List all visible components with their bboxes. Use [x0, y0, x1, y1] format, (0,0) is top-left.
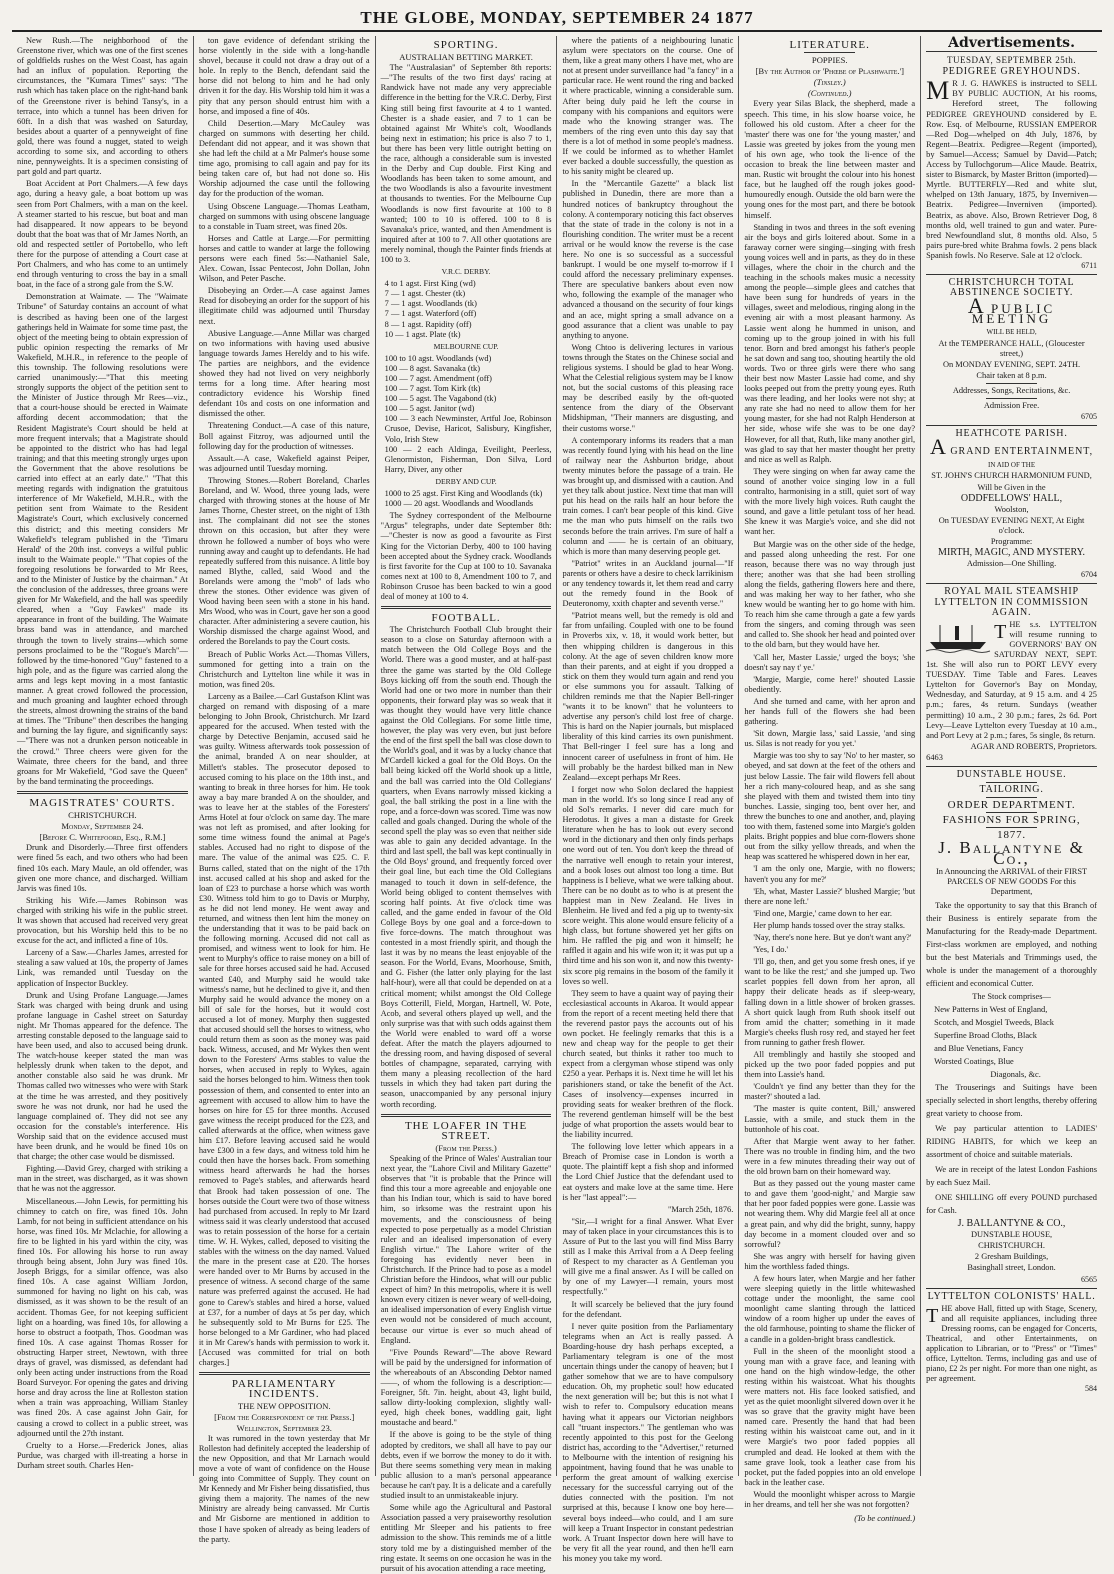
betting-line: 100 — 7 agst. Tom Kirk (tk): [381, 384, 552, 394]
betting-line: 1000 to 25 agst. First King and Woodlands (tk): [381, 489, 552, 499]
court-threatening: Threatening Conduct.—A case of this nature, Boll against Fitzroy, was adjourned until the following day for the production of witnesses.: [199, 421, 370, 451]
story-paragraph: And she turned and came, with her apron and her hands full of the flowers she had been gathering.: [744, 697, 915, 727]
ad-dunstable-text: We are in receipt of the latest London Fashions by each Suez Mail.: [926, 1163, 1097, 1189]
loafer-akaroa: They seem to have a quaint way of paying their ecclesiastical accounts in Akaroa. It would appear from the report of a recent meeting held there that the reverend pastor pays the accounts out of his own pocket. He feelingly remarks that this is a new and cheap way for the people to get their church seated, but thinks it rather too much to expect from a clergyman whose stipend was only £250 a year. Perhaps it is. Next time he will let his parishioners stand, or take the benefit of the Act. Cases of insolvency—expenses incurred in providing seats for weaker brethren of the flock. The reverend gentleman himself will be the best judge of what proportion the assets would bear to the liability incurred.: [562, 989, 733, 1140]
ad-number: 6565: [926, 1275, 1097, 1285]
betting-cup-list: [381, 354, 552, 475]
ad-stock-item: New Patterns in West of England,: [934, 1003, 1097, 1016]
story-paragraph: After that Margie went away to her father. There was no trouble in finding him, and the two were in a few minutes threading their way out of the old brown barn on their homeward way.: [744, 1137, 915, 1177]
columns: [12, 36, 1102, 1476]
article-waimate-demonstration: Demonstration at Waimate. — The "Waimate Tribune" of Saturday contains an account of what is described as having been one of the largest gatherings held in Waimate for some time past, the object of the meeting being to obtain expression of public opinion respecting the remarks of Mr Wakefield, M.H.R., in reference to the people of this township. The following resolutions were carried unanimously:—"That this meeting strongly supports the object of the petition sent to the Minister of Justice through Mr Rees—viz., that a court-house should be erected in Waimate affording decent accommodation; that the Resident Magistrate's Court should be held at more frequent intervals; that a Magistrate should be appointed to the district who has had legal training; and that this meeting strongly urges upon the Government that the above resolutions be carried into effect at an early date." "That this meeting regards with indignation the gratuitous interference of Mr Wakefield, M.H.R., with the petition sent from Waimate to the Resident Magistrate's Court, which exclusively concerned this district; and this meeting considers Mr Wakefield's telegram published in the 'Timaru Herald' of the 20th inst. conveys a wilful public insult to the Waimate people." "That copies of the foregoing resolutions be forwarded to Mr Rees, and to the Minister of Justice by the chairman." At the conclusion of the addresses, three groans were given for Mr Wakefield, and the hall was speedily cleared, when a "Guy Fawkes" made its appearance in front of the building. The Waimate brass band was in attendance, and marched through the town to lively strains—which some persons proclaimed to be the "Rogue's March"—followed by the time-honored "Guy" fastened to a high pole, and as the figure was carried along the arms and legs kept moving in a most fantastic manner. A great crowd followed the procession, and much groaning and laughter echoed through the streets, almost drowning the strains of the band at times. The "Tribune" then describes the hanging and burning the lay figure, and significantly says:—"There was not a drunken person noticeable in the crowd." Three cheers were given for the Waimate, three cheers for the band, and three groans for Mr Wakefield, "God save the Queen" by the band terminating the proceedings.: [17, 292, 188, 787]
loafer-letter-date: "March 25th, 1876.: [562, 1205, 733, 1215]
ad-line: ST. JOHN'S CHURCH HARMONIUM FUND,: [926, 471, 1097, 481]
ad-line: On TUESDAY EVENING NEXT, At Eight o'clock.: [926, 516, 1097, 536]
ad-stock-item: Worsted Coatings, Blue: [934, 1055, 1097, 1068]
ad-number: 6705: [926, 412, 1097, 422]
loafer-solon: I forget now who Solon declared the happiest man in the world. It's so long since I read any of old Sol's remarks. I never did care much for Herodotus. It gives a man a distaste for Greek literature when he has to look out every second word in the dictionary and then only finds perhaps one word out of ten. You don't keep the thread of the narrative well enough to retain your interest, and a book loses out almost too long a time. But happiness is I believe, what we were talking about. There can be no doubt as to who is at present the happiest man in New Zealand. He lives in Blenheim. He lived and fed a pig up to twenty-six score weight. This alone would ensure felicity of a high class, but fortune showered yet her gifts on him. He raffled the pig and won it himself; he raffled it again and his wife won it; it was put up a third time and his son won it, and now this twenty-six score pig remains in the bosom of the family it loves so well.: [562, 785, 733, 987]
ad-line: ORDER DEPARTMENT.: [926, 800, 1097, 810]
ad-line: Woolston,: [926, 505, 1097, 515]
story-paragraph: 'Couldn't ye find any better than they for the master?' shouted a lad.: [744, 1082, 915, 1102]
ad-steamship-body: [926, 620, 1097, 741]
divider: [986, 827, 1037, 828]
divider: [199, 1372, 370, 1375]
story-paragraph: Her plump hands tossed over the stray stalks.: [744, 921, 915, 931]
story-paragraph: Every year Silas Black, the shepherd, made a speech. This time, in his slow hoarse voice, he followed his old custom. After a cheer for the 'master' there was one for 'the young master,' and Lassie was greeted by jokes from the young men of his own age, who took the li-ence of the occasion to break the line between master and man. Rustic wit brought the colour into his honest face, but he laughed off the rough jokes good-humouredly enough. Outside the old barn were the young ones for the most part, and there be botook himself.: [744, 99, 915, 220]
ad-signature: CHRISTCHURCH.: [926, 1241, 1097, 1251]
column-2: [194, 36, 376, 1476]
ad-colonists-hall-text: HE above Hall, fitted up with Stage, Scenery, and all requisite appliances, including three Dressing rooms, can be engaged for Concerts, Theatrical, and other Entertainments, on application to Librarian, or to "Press" or "Times" office, Lyttelton. Terms, including gas and use of piano, £2 2s per night. For more than one night, as per agreement.: [926, 1304, 1097, 1384]
dropcap-letter: M: [926, 80, 949, 102]
dropcap-letter: A: [968, 293, 985, 318]
ad-dunstable-heading: DUNSTABLE HOUSE.: [926, 770, 1097, 780]
story-paragraph: 'I'll go, then, and get you some fresh ones, if ye want to be like the rest;' and she jumped up. Two scarlet poppies fell down from her apron, all happy their delicate heads as if sleep-weary, falling down in a little shower of broken grasses. A short quick laugh from Ruth shook itself out from amid the chatter; something in it made Margie's cheeks flush rosy red, and stayed her feet from running to gather fresh flower.: [744, 957, 915, 1048]
ad-colonists-hall-body: [926, 1304, 1097, 1385]
story-paragraph: 'Margie, Margie, come here!' shouted Lassie obediently.: [744, 675, 915, 695]
divider: [926, 583, 1097, 584]
story-author: [By the Author of 'Phœbe of Plashwaite.']: [744, 66, 915, 76]
betting-line: 7 — 1 agst. Woodlands (tk): [381, 299, 552, 309]
column-6-advertisements: [921, 36, 1102, 1476]
betting-double-heading: DERBY AND CUP.: [381, 477, 552, 487]
ad-line: TAILORING.: [926, 785, 1097, 795]
ad-signature: AGAR AND ROBERTS, Proprietors.: [926, 742, 1097, 752]
subheading-christchurch: CHRISTCHURCH.: [17, 810, 188, 820]
betting-line: 1000 — 20 agst. Woodlands and Woodlands: [381, 499, 552, 509]
article-new-rush: New Rush.—The neighborhood of the Greenstone river, which was one of the first scenes of goldfields rushes on the West Coast, has again had an influx of population. Reporting the circumstances, the "Kumara Times" says: "The rush which has taken place on the right-hand bank of the Greenstone river is behind Tansy's, in a terrace, into which a tunnel has been driven for 60ft. In a dish that was washed on Saturday, besides about a quarter of a pennyweight of fine gold, there was found a nugget, stated to weigh according to some six, and according to others nine, pennyweights. It is a specimen consisting of part gold and part quartz.: [17, 36, 188, 177]
ad-public-meeting: [926, 301, 1097, 324]
ad-steamship-heading: ROYAL MAIL STEAMSHIP LYTTELTON IN COMMISSION AGAIN.: [926, 587, 1097, 617]
subheading-from-press: (From the Press.): [381, 1143, 552, 1153]
court-abusive-language: Abusive Language.—Anne Millar was charged on two informations with having used abusive language towards James Hereldy and to his wife. The parties are neighbors, and the evidence showed they had not lived on very neighborly terms for a long time. After hearing most contradictory evidence his Worship fined defendant 10s and costs on one information and dismissed the other.: [199, 329, 370, 420]
betting-line: 100 — 7 agst. Amendment (off): [381, 374, 552, 384]
loafer-patriot: "Patriot" writes in an Auckland journal—"If parents or others have a desire to check larrikinism or any tendency towards it, let them read and carry out the remedy found in the Book of Deuteronomy, xxith chapter and seventh verse.": [562, 559, 733, 609]
ad-dunstable-text: We pay particular attention to LADIES' RIDING HABITS, for which we keep an assortment of choice and suitable materials.: [926, 1122, 1097, 1161]
story-paragraph: But Margie was on the other side of the hedge, and passed along unheeding the rest. For one reason, because there was no way through just there; another was that she had been strolling along the fields, gathering flowers here and there, and was making her way to her father, who she knew would be wanting her to go home with him. To reach him she came through a gate a few yards from the singers, and coming through was seen and called to. She shook her head and pointed over to the old barn, but they would have her.: [744, 540, 915, 651]
dropcap-letter: T: [994, 621, 1006, 643]
betting-line: 100 — 8 agst. Savanaka (tk): [381, 364, 552, 374]
divider: [926, 425, 1097, 426]
divider: [17, 791, 188, 794]
divider: [986, 398, 1037, 399]
dropcap-letter: T: [926, 1305, 938, 1327]
ad-dunstable-text: Take the opportunity to say that this Branch of their Business is entirely separate from the Manufacturing for the Ready-made Department. First-class workmen are employed, and nothing but the best Materials and Trimmings used, the whole is under the management of a thoroughly efficient and economical Cutter.: [926, 899, 1097, 990]
story-paragraph: 'Eh, what, Master Lassie?' blushed Margie; 'but there are none left.': [744, 887, 915, 907]
section-heading-magistrates: MAGISTRATES' COURTS.: [17, 798, 188, 808]
ad-stock-list: [926, 1003, 1097, 1081]
divider: [926, 1288, 1097, 1289]
betting-line: 7 — 1 agst. Chester (tk): [381, 289, 552, 299]
divider: [986, 383, 1037, 384]
betting-cup-heading: MELBOURNE CUP.: [381, 342, 552, 352]
court-fighting: Fighting.—David Grey, charged with striking a man in the street, was discharged, as it was shown that he was not the aggressor.: [17, 1164, 188, 1194]
ad-public-meeting-text: PUBLIC MEETING: [972, 301, 1055, 326]
loafer-bankruptcy: In the "Mercantile Gazette" a black list published in Dunedin, there are more than a hundred notices of bankruptcy throughout the colony. A contemporary noticing this fact observes that the state of trade in the colony is not in a flourishing condition. The writer must be a recent arrival or he would know the reverse is the case here. No one is so successful as a successful bankrupt. I would be one myself to-morrow if I could afford the necessary preliminary expenses. There are speculative bankers about even now who, following the example of the manager who advanced a thousand on the security of four kings and an ace, might spring a small advance on a good assurance that a client was unable to pay anything to anyone.: [562, 179, 733, 341]
ad-number: 6704: [926, 570, 1097, 580]
story-paragraph: They were singing on when far away came the sound of another voice singing low in a full contralto, harmonising in a still, quiet sort of way with the more lively high voices. Ruth caught the sound, and gave a little petulant toss of her head. She knew it was Margie's voice, and she did not want her.: [744, 467, 915, 538]
section-heading-football: FOOTBALL.: [381, 613, 552, 623]
court-disobeying-order: Disobeying an Order.—A case against James Read for disobeying an order for the support of his illegitimate child was adjourned until Thursday next.: [199, 286, 370, 326]
divider: [804, 52, 855, 53]
ad-stock-item: and Blue Venetians, Fancy: [934, 1042, 1097, 1055]
masthead: THE GLOBE, MONDAY, SEPTEMBER 24 1877: [12, 6, 1102, 32]
court-throwing-stones: Throwing Stones.—Robert Boreland, Charles Boreland, and W. Wood, three young lads, were charged with throwing stones at the house of Mr James Thorne, Chester street, on the night of 13th inst. The complainant did not see the stones thrown on this occasion, but after they were thrown he followed a number of boys who were running away and caught up to defendants. He had repeatedly suffered from this nuisance. A little boy named Blythe, called, said Wood and the Borelands were among the "mob" of lads who threw the stones. Other evidence was given of Wood having been seen with a stone in his hand. Mrs Wood, who was in Court, gave her son a good character. After administering a severe caution, his Worship dismissed the charge against Wood, and ordered the Borelands to pay the Court costs.: [199, 476, 370, 648]
divider: [926, 51, 1097, 52]
betting-line: 100 — 3 each Newminster, Artful Joe, Robinson Crusoe, Devise, Haricot, Salisbury, Kingfisher, Volo, Irish Stew: [381, 414, 552, 444]
story-publisher: (Tinsley.): [744, 77, 915, 87]
court-public-works: Breach of Public Works Act.—Thomas Villers, summoned for getting into a train on the Christchurch and Lyttelton line while it was in motion, was fined 20s.: [199, 650, 370, 690]
story-paragraph: 'The master is quite content, Bill,' answered Lassie, with a smile, and stuck them in the buttonhole of his coat.: [744, 1104, 915, 1134]
ad-date: TUESDAY, SEPTEMBER 25th.: [926, 55, 1097, 65]
betting-line: 100 — 5 agst. Janitor (wd): [381, 404, 552, 414]
betting-line: 100 — 2 each Aldinga, Eveilight, Peerless, Glenormiston, Fisherman, Don Silva, Lord Harry, Diver, any other: [381, 445, 552, 475]
section-heading-literature: LITERATURE.: [744, 40, 915, 50]
article-opposition: It was rumored in the town yesterday that Mr Rolleston had definitely accepted the leadership of the new Opposition, and that Mr Larnach would move a vote of want of confidence on the House going into Committee of Supply. They count on Mr Kennedy and Mr Fisher being dissatisfied, thus giving them a majority. The names of the new Ministry are already being canvassed. Mr Curtis and Mr Gisborne are mentioned in addition to those I have spoken of already as being leaders of the party.: [199, 1434, 370, 1545]
story-paragraph: 'I am the only one, Margie, with no flowers; haven't you any for me?': [744, 864, 915, 884]
betting-line: 8 — 1 agst. Rapidity (off): [381, 320, 552, 330]
ad-grand-entertainment-text: GRAND ENTERTAINMENT,: [950, 446, 1093, 457]
article-boat-accident: Boat Accident at Port Chalmers.—A few days ago, during a heavy gale, a boat bottom up was seen from Port Chalmers, with a man on the keel. A steamer started to his rescue, but boat and man had disappeared. It now appears to be beyond doubt that the boat was that of Mr James North, an old and respected settler of Portobello, who left there for the purpose of attending a Court case at Port Chalmers, and who has come to an untimely end through venturing to cross the bay in a small boat, in the face of a strong gale from the S.W.: [17, 179, 188, 290]
ad-line: Addresses, Songs, Recitations, &c.: [926, 386, 1097, 396]
betting-line: 100 — 5 agst. The Vagabond (tk): [381, 394, 552, 404]
court-profane-language: Drunk and Using Profane Language.—James Stark was charged with being drunk and using profane language in Cashel street on Saturday night. Mr Thomas appeared for the defence. The arresting constable deposed to the language said to have been used, and also to accused being drunk. The watch-house keeper stated the man was helplessly drunk when taken to the depot, and another constable also said he was drunk. Mr Thomas called two witnesses who were with Stark at the time he was arrested, and they positively swore he was not drunk, nor had he used the language complained of. They did not see any occasion for the constable's interference. His Worship said that on the evidence accused must have been drunk, and he would be fined 10s on that charge; the other case would be dismissed.: [17, 991, 188, 1163]
ad-greyhounds-heading: PEDIGREE GREYHOUNDS.: [926, 67, 1097, 77]
ad-line: IN AID OF THE: [926, 460, 1097, 470]
divider: [381, 606, 552, 609]
court-larceny-bailee: Larceny as a Bailee.—Carl Gustafson Klint was charged on remand with disposing of a mare belonging to John Brook, Christchurch. Mr Izard appeared for the accused. When tested with the charge by Detective Benjamin, accused said he was guilty. Witness afterwards took possession of the animal, branded A on near shoulder, at Millett's stables. The prosecutor deposed to accused coming to his place on the 18th inst., and wanting to break in three horses for him. He took away a bay mare branded A on the shoulder, and was to leave her at the stables of the Foresters' Arms Hotel at four o'clock on same day. The mare was not left as promised, and after looking for some time witness found the animal at Page's stables. Accused had no right to dispose of the mare. The value of the animal was £25. C. F. Burns called, stated that on the night of the 17th inst. accused called at his shop and asked for the loan of £23 to purchase a horse which was worth £30. Witness told him to go to Davis or Murphy, as he did not lend money. He went away and returned, and witness then lent him the money on the understanding that it was to be paid back on the following morning. Accused did not call as promised, and witness went to look for him. He went to Murphy's office to raise money on a bill of sale for three horses accused said he had. Accused wanted £40, and Murphy said he would take witness's name, but he declined to give it, and then Murphy said he would advance the money on a bill of sale for the horses, but it would cost accused a lot of money. Murphy then suggested that accused should sell the horses to witness, who could return them as soon as the money was paid back. Witness, accused, and Mr Wykes then went down to the Foresters' Arms stables to value the horses, when accused in reply to Wykes, again said the horses belonged to him. Witness then took possession of them, and consented to enter into an agreement with accused to allow him to have the horses on hire for £5 for three months. Accused gave witness the receipt produced for the £23, and called afterwards at the office, when witness gave him £17. Before leaving accused said he would have £300 in a few days, and witness told him he could then have the horses back. From something witness heard afterwards he had the horses removed to Page's stables, and afterwards heard that Brook had taken possession of one. The horses outside the Court were two of those witness had purchased from accused. In reply to Mr Izard witness said it was clearly understood that accused was to retain possession of the horse for a certain time. W. H. Wykes, called, deposed to visiting the stables with the witness on the day named. Valued the mare in the present case at £20. The horses were handed over to Mr Burns by accused in the presence of witness. A second charge of the same nature was preferred against the accused. He had gone to Carew's stables and hired a horse, valued at £37, for a number of days at 5s per day, which he subsequently sold to Mr Burns for £25. The horse belonged to a Mr Gardiner, who had placed it in Mr Carew's hands with permission to work it. [Accused was committed for trial on both charges.]: [199, 692, 370, 1368]
divider: [926, 766, 1097, 767]
ad-abstinence-heading: CHRISTCHURCH TOTAL ABSTINENCE SOCIETY.: [926, 278, 1097, 298]
ad-stock-item: Scotch, and Mosgiel Tweeds, Black: [934, 1016, 1097, 1029]
court-horses-at-large: Horses and Cattle at Large.—For permitting horses and cattle to wander at large the following persons were each fined 5s:—Nathaniel Sale, Alex. Cowan, Issac Pentecost, John Dollan, John Wilson, and Peter Pasche.: [199, 234, 370, 284]
column-5: [739, 36, 921, 1476]
betting-double-list: [381, 489, 552, 509]
article-betting: The "Australasian" of September 8th reports:—"The results of the two first days' racing at Randwick have not made any very appreciable difference in the betting for the V.R.C. Derby, First King still being first favourite at 4 to 1 wanted. Chester is a shade easier, and 7 to 1 can be obtained against Mr White's colt, Woodlands being next in estimation; his price is also 7 to 1, but there has been very little outright betting on the race, although a considerable sum is invested in the Derby and Cup double. First King and Woodlands has been taken to some amount, and the two Woodlands is also a favourite investment at thousands to twenties. For the Melbourne Cup Woodlands is now first favourite at 100 to 8 wanted; 100 to 10 is offered. 100 to 8 is Savanaka's price, wanted, and then Amendment is inquired after at 100 to 7. All other quotations are merely nominal, though the Painter finds friends at 100 to 3.: [381, 63, 552, 265]
ad-signature: DUNSTABLE HOUSE,: [926, 1230, 1097, 1240]
story-paragraph: 'Yes, I do.': [744, 945, 915, 955]
ad-stock-item: Diagonals, &c.: [934, 1068, 1097, 1081]
divider: [926, 274, 1097, 275]
ad-line: WILL BE HELD,: [926, 327, 1097, 337]
loafer-love-letter: The following love letter which appears in a Breach of Promise case in London is worth a quote. The plaintiff kept a fish shop and informed the Lord Chief Justice that the defendant used to eat oysters and make love at the same time. Here is her "last appeal":—: [562, 1142, 733, 1203]
betting-line: 4 to 1 agst. First King (wd): [381, 279, 552, 289]
ad-stock-item: Superfine Broad Cloths, Black: [934, 1029, 1097, 1042]
ad-stock-label: The Stock comprises—: [926, 992, 1097, 1002]
ad-steamship-text: HE s.s. LYTTELTON will resume running to GOVERNORS' BAY ON SATURDAY NEXT, SEPT. 1st. She will also run to PORT LEVY every TUESDAY. Time Table and Fares. Leaves Lyttelton for Governor's Bay on Monday, Wednesday, and Saturday, at 9 15 a.m. and 4 25 p.m.; fares, 4s return. Sundays (weather permitting) 10 a.m., 2 30 p.m.; fares, 2s 6d. Port Levy—Leave Lyttelton every Tuesday at 10 a.m., and Port Levy at 2 p.m.; fares, 5s single, 8s return.: [926, 620, 1097, 740]
court-assault: Assault.—A case, Wakefield against Peiper, was adjourned until Tuesday morning.: [199, 454, 370, 474]
story-paragraph: Full in the sheen of the moonlight stood a young man with a grave face, and leaning with one hand on the high window-ledge, the other resting within his waistcoat. What his thoughts were matters not. His face looked satisfied, and yet as the quiet moonlight silvered down over it he was so grave that the gravity might have been named care. Presently the hand that had been resting within his waistcoat came out, and in it were Margie's two poor faded poppies all crumpled and dead. He looked at them with the same grave look, took a leather case from his pocket, put the faded poppies into an old envelope back in the leather case.: [744, 1347, 915, 1488]
subheading-before: [Before C. Whitefoord, Esq., R.M.]: [17, 832, 188, 842]
story-paragraph: 'Sit down, Margie lass,' said Lassie, 'and sing us. Silas is not ready for you yet.': [744, 729, 915, 749]
court-child-desertion: Child Desertion.—Mary McCauley was charged on summons with deserting her child. Defendant did not appear, and it was shown that she had left the child at a Mr Palmer's house some time ago, promising to call again and pay for its being taken care of, but had not done so. His Worship adjourned the case until the following day for the production of the woman.: [199, 119, 370, 200]
ad-line: At the TEMPERANCE HALL, (Gloucester street,): [926, 339, 1097, 359]
loafer-letter-body: "Sir,—I wright for a final Answer. What Ever may of taken place in your circumstances this is to Assure of Put to the last you will find Miss Barry still as I make this Arrival from a A Deep feeling of Respect to my character as A Gentleman you will give me a final answer. As I will be called on by one of my Lawyer—I remain, yours most respectfully.": [562, 1217, 733, 1298]
article-sydney-betting: The Sydney correspondent of the Melbourne "Argus" telegraphs, under date September 8th:—"Chester is now as good a favourite as First King for the Victorian Derby, 400 to 100 having been accepted about the Sydney crack. Woodlands is first favorite for the Cup at 100 to 10. Savanaka comes next at 100 to 8, Amendment 100 to 7, and Robinson Crusoe has been backed to win a good deal of money at 100 to 4.: [381, 511, 552, 602]
betting-line: 100 to 10 agst. Woodlands (wd): [381, 354, 552, 364]
betting-line: 10 — 1 agst. Plate (tk): [381, 330, 552, 340]
court-continued: ton gave evidence of defendant striking the horse violently in the side with a long-handle shovel, because it could not draw a dray out of a hole. In reply to the Bench, defendant said the horse did not belong to him and he had only driven it for the day. His Worship told him it was a pity that any person should entrust him with a horse, and imposed a fine of 40s.: [199, 36, 370, 117]
ad-line: MIRTH, MAGIC, AND MYSTERY.: [926, 548, 1097, 558]
ad-number: 6463: [926, 753, 1097, 763]
ad-line: Will be Given in the: [926, 483, 1097, 493]
ad-line: Chair taken at 8 p.m.: [926, 371, 1097, 381]
article-football: The Christchurch Football Club brought their season to a close on Saturday afternoon with a match between the Old College Boys and the World. There was a good muster, and at half-past three the game was started by the Old College Boys kicking off from the south end. Though the World had one or two more in number than their opponents, their forward play was so weak that it was thought they would have very little chance against the Old Collegians. For some little time, however, the play was very even, but just before the end of the first spell the ball was close down to the World's goal, and it was by a lucky chance that M'Cardell kicked a goal for the Old Boys. On the ball being kicked off the World shook up a little, and the ball was carried into the Old Collegians' quarters, when Evans narrowly missed kicking a goal, the ball striking the post in a line with the rope, and a force-down was scored. Time was now called and goals changed. During the whole of the second spell the play was so even that neither side was able to gain any decided advantage. In the third and last spell, the ball was kept continually in the Old Boys' ground, and frequently forced over their goal line, but each time the Old Collegians managed to touch it down in self-defence, the World being obliged to content themselves with scoring half points. At five o'clock time was called, and the game ended in favour of the Old College Boys by one goal and a force-down to five force-downs. The match throughout was contested in a most friendly spirit, and though the last it was by no means the least enjoyable of the season. For the World, Evans, Moorhouse, Smith, and G. Fisher (the latter only playing for the last half-hour), were all that could be depended on at a critical moment; whilst amongst the Old College Boys Cotterill, Field, Morgan, Hartnell, W. Pote, Acob, and several others played up well, and the only surprise was that with such odds against them the World were enabled to ward off a worse defeat. After the match the players adjourned to the dressing room, and having disposed of several bottles of champagne, separated, carrying with them many a pleasing recollection of the hard tussels in which they had taken part during the season, unaccompanied by any personal injury worth recording.: [381, 625, 552, 1110]
court-drunk: Drunk and Disorderly.—Three first offenders were fined 5s each, and two others who had been fined 10s each. Mary Maule, an old offender, was given one more chance, and discharged. William Jarvis was fined 10s.: [17, 843, 188, 893]
ad-heathcote-heading: HEATHCOTE PARISH.: [926, 429, 1097, 439]
loafer-railway: A contemporary informs its readers that a man was recently found lying with his head on the line of railway near the Ashburton bridge, about twenty minutes before the passage of a train. He was brought up, and dismissed with a caution. And yet they talk about justice. Next time that man will put his head on the rails half an hour before the train comes. I can't bear people of this kind. Give me the man who puts himself on the rails two seconds before the train arrives. I'm sure of half a column and —— he is certain of an obituary, which is more than many deserving people get.: [562, 436, 733, 557]
loafer-prince: Speaking of the Prince of Wales' Australian tour next year, the "Lahore Civil and Military Gazette" observes that "it is probable that the Prince will find this tour a more agreeable and enjoyable one than his Indian tour, which is said to have bored him, so irksome was the restraint upon his movements, and the consciousness of being expected to pose perpetually as a model Christian ruler and an idealised impersonation of every English virtue." The Lahore writer of the foregoing has evidently never been in Christchurch. If the Prince had to pose as a model Christian before the Hindoos, what will our public expect of him? In this metropolis, where it is well known every citizen is never weary of well-doing, an idealised impersonation of every English virtue even would not be considered of much account, because our virtue is ever so much ahead of England.: [381, 1154, 552, 1346]
court-striking-wife: Striking his Wife.—James Robinson was charged with striking his wife in the public street. It was shown that accused had received very great provocation, but his Worship held this to be no excuse for the act, and inflicted a fine of 10s.: [17, 896, 188, 946]
loafer-patriot-reply: "Patriot means well, but the remedy is old and far from unfailing. Coupled with one to be found in Proverbs xix, v. 18, it would work better, but then whipping children is dangerous in this colony. At the age of seven children know more than their parents, and at eight if you dropped a stick on them they would turn again and rend you or else summons you for assault. Talking of children reminds me that the Napier Bell-ringer "wants it to be known" that he volunteers to advertise any person's child lost free of charge. This is hard on the Napier journals, but misplaced liberality of this kind carries its own punishment. That Bell-ringer I feel sure has a long and innocent career of usefulness in front of him. He will probably be the hardest bilked man in New Zealand—except perhaps Mr Rees.: [562, 611, 733, 783]
advertisements-title: Advertisements.: [926, 38, 1097, 48]
ad-line: ODDFELLOWS' HALL,: [926, 494, 1097, 504]
story-paragraph: All tremblingly and hastily she stooped and picked up the two poor faded poppies and put them into Lassie's hand.: [744, 1050, 915, 1080]
ad-line: 1877.: [926, 830, 1097, 840]
story-paragraph: She was angry with herself for having given him the worthless faded things.: [744, 1252, 915, 1272]
ad-colonists-hall-heading: LYTTELTON COLONISTS' HALL.: [926, 1292, 1097, 1302]
divider: [986, 797, 1037, 798]
loafer-jury: It will scarcely be believed that the jury found for the defendant.: [562, 1300, 733, 1320]
story-paragraph: 'Find one, Margie,' came down to her ear.: [744, 909, 915, 919]
subheading-correspondent: [From the Correspondent of the Press.] Wellington, September 23.: [199, 1412, 370, 1432]
dropcap-letter: A: [930, 434, 947, 459]
loafer-continued: where the patients of a neighbouring lunatic asylum were spectators on the course. One of them, like a great many others I have met, who are not at present under surveillance had "a fancy" in a particular race. He went round the ring and backed it where practicable, winning a considerable sum. After being duly paid he left the course in company with his companions and equitors were made who the knowing stranger was. The members of the ring even unto this day say that there is a lot of method in some people's madness. If we could be informed as to whether Hamlet ever backed a double successfully, the question as to his sanity might be cleared up.: [562, 36, 733, 177]
story-paragraph: A few hours later, when Margie and her father were sleeping quietly in the little whitewashed cottage under the moonlight, the same cool moonlight came slanting through the latticed window of a room higher up under the eaves of the old farmhouse, pointing to shame the flicker of a candle in a golden-bright brass candlestick.: [744, 1274, 915, 1345]
ad-number: 6711: [926, 261, 1097, 271]
betting-line: 7 — 1 agst. Waterford (off): [381, 309, 552, 319]
loafer-wong-chtoo: Wong Chtoo is delivering lectures in various towns through the States on the Chinese social and religious systems. I should be glad to hear Wong. What the Celestial religious system may be I know not, but the social customs of this pleasing race may be described easily by the oft-quoted sentence from the diary of the Observant Midshipman, "Their manners are disgusting, and their customs worse.": [562, 343, 733, 434]
ad-signature: J. BALLANTYNE & CO.,: [926, 1219, 1097, 1229]
court-larceny-saw: Larceny of a Saw.—Charles James, arrested for stealing a saw valued at 10s, the property of James Link, was remanded until Tuesday on the application of Inspector Buckley.: [17, 948, 188, 988]
ad-greyhounds-body: [926, 79, 1097, 261]
subheading-betting-market: AUSTRALIAN BETTING MARKET.: [381, 52, 552, 62]
court-obscene-language: Using Obscene Language.—Thomas Leatham, charged on summons with using obscene language to a constable in Tuam street, was fined 20s.: [199, 202, 370, 232]
story-continued-label: (Continued.): [744, 88, 915, 98]
betting-derby-list: [381, 279, 552, 340]
betting-derby-heading: V.R.C. DERBY.: [381, 267, 552, 277]
story-paragraph: But as they passed out the young master came to and gave them 'good-night,' and Margie saw that her poor faded poppies were gone. Lassie was not wearing them. Why did Margie feel all at once a great pain, and why did the bright, sunny, happy day become in a moment clouded over and so sorrowful?: [744, 1179, 915, 1250]
ad-number: 584: [926, 1384, 1097, 1394]
ad-line: On MONDAY EVENING, SEPT. 24TH.: [926, 360, 1097, 370]
ad-line: Admission Free.: [926, 401, 1097, 411]
ad-signature: Basinghall street, London.: [926, 1263, 1097, 1273]
court-miscellaneous: Miscellaneous.—John Lewis, for permitting his chimney to catch on fire, was fined 10s. John Lamb, for not being in sufficient attendance on his horse, was fined 10s. Mr Mclachie, for allowing a fire to be lighted in his yard within the city, was fined 10s. For allowing his horse to run away through being absent, John Jury was fined 10s. Joseph Briggs, for a similar offence, was also fined 10s. A case against William Jordon, summoned for having no light on his cab, was dismissed, as it was shown to be the result of an accident. Thomas Gee, for not keeping sufficient light on a hoarding, was fined 10s, for allowing a horse to obstruct a footpath, Thos. Goodman was fined 10s. A case against Thomas Rosser for obstructing Harper street, Newtown, with three drays of gravel, was dismissed, as defendant had only been acting under instructions from the Road Board Surveyor. For opening the gates and driving horse and dray across the line at Rolleston station when a train was approaching, William Stanley was fined 20s. A case against John Gair, for causing a crowd to collect in a public street, was adjourned until the 27th instant.: [17, 1197, 188, 1439]
loafer-reward: "Five Pounds Reward"—The above Reward will be paid by the undersigned for information of the whereabouts of an Absconding Debtor named ——, of whom the following is a description:—Foreigner, 5ft. 7in. height, about 43, light build, sallow dirty-looking complexion, slightly wall-eyed, high cheek bones, waddling gait, light moustache and beard.": [381, 1348, 552, 1429]
section-heading-loafer: THE LOAFER IN THE STREET.: [381, 1121, 552, 1141]
story-title: POPPIES.: [744, 55, 915, 65]
divider: [381, 1114, 552, 1117]
section-heading-sporting: SPORTING.: [381, 40, 552, 50]
ad-line: Programme:: [926, 537, 1097, 547]
steamship-icon: [926, 622, 990, 654]
story-paragraph: Would the moonlight whisper across to Margie in her dreams, and tell her she was not forgotten?: [744, 1490, 915, 1510]
ad-line: Admission—One Shilling.: [926, 559, 1097, 569]
section-heading-parliamentary: PARLIAMENTARY INCIDENTS.: [199, 1379, 370, 1399]
court-cruelty-horse: Cruelty to a Horse.—Frederick Jones, alias Purdue, was charged with ill-treating a horse in Durham street south. Charles Hen-: [17, 1441, 188, 1471]
ad-dunstable-text: In Announcing the ARRIVAL of their FIRST PARCELS OF NEW GOODS For this Department,: [926, 867, 1097, 897]
ad-greyhounds-text: R J. G. HAWKES is instructed to SELL BY PUBLIC AUCTION, At his rooms, Hereford street, The following PEDIGREE GREYHOUND considered by E. Row. Esq. of Melbourne, RUSSIAN EMPEROR—Red Dog—whelped on 4th July, 1876, by Regent—Beatrix. Pedigree—Regent (imported), by Samuel—Access; Samuel by David—Patch; Access by Tullochgorum—Alice Maude. Beatrix, sister to Bismarck, by Master Britton (imported)—Myrtle. BUTTERFLY—Red and white slut, whelped on 13th January, 1875, by Inverniven—Beatrix. Pedigree—Inverniven (imported). Beatrix, as above. Also, Brown Retriever Dog, 8 months old, well trained to gun and water. Pure-bred Newfoundland slut, 8 months old. Also, 5 pairs pure-bred white Brahma fowls. 2 pens black Spanish fowls. No Reserve. Sale at 12 o'clock.: [926, 79, 1097, 260]
story-paragraph: 'Call her, Master Lassie,' urged the boys; 'she doesn't say nay t' ye.': [744, 653, 915, 673]
ad-dunstable-text: ONE SHILLING off every POUND purchased for Cash.: [926, 1191, 1097, 1217]
ad-grand-entertainment: [926, 442, 1097, 457]
loafer-debts: If the above is going to be the style of thing adopted by creditors, we shall all have to pay our debts, even if we borrow the money to do it with. But there seems something very mean in making public allusion to a man's personal appearance because he can't pay. It is a delicate and a carefully studied insult to an unmistakeable injury.: [381, 1430, 552, 1501]
subheading-date: Monday, September 24.: [17, 821, 188, 831]
to-be-continued: (To be continued.): [744, 1514, 915, 1524]
story-paragraph: Margie was too shy to say 'No' to her master, so obeyed, and sat down at the feet of the others and just below Lassie. The fair wild flowers fell about her a rich many-coloured heap, and as she sang she played with them and twisted them into tiny bunches. Lassie, singing too, bent over her, and threw the bunches to one and another, and, playing too with them, fastened some into Margie's golden plaits. Bright poppies and blue corn-flowers shone out from the silky yellow threads, and when the heap was scattered he whispered down in her ear,: [744, 751, 915, 862]
ad-signature: 2 Gresham Buildings,: [926, 1252, 1097, 1262]
column-4: [557, 36, 739, 1476]
column-1: [12, 36, 194, 1476]
story-paragraph: 'Nay, there's none here. But ye don't want any?': [744, 933, 915, 943]
divider: [986, 782, 1037, 783]
divider: [986, 812, 1037, 813]
loafer-asylum: Some while ago the Agricultural and Pastoral Association passed a very praiseworthy resolution entitling Mr Sleeper and his patients to free admission to the show. This reminds me of a little story told me by a distinguished member of the ring estate. It seems on one occasion he was in the pursuit of his avocation attending a race meeting,: [381, 1503, 552, 1574]
loafer-truant: I never quite position from the Parliamentary telegrams when an Act is really passed. A Boarding-house dry hash perhaps excepted, a Parliamentary telegram is one of the most uncertain things under the canopy of heaven; but I gather somehow that we are to have compulsory education. Oh, my prophetic soul! how educated the next generation will be; but this is not what I wish to refer to. Compulsory education means having what it appears our Victorian neighbors call "truant inspectors." The gentleman who was recently appointed to this post for the Geelong district has, according to the "Advertiser," returned to Melbourne with the intention of resigning his appointment, having found that he was unable to perform the great amount of walking exercise necessary for the successful carrying out of the duties connected with the position. I'm not surprised at this, because I know one boy here—several boys indeed—who could, and I am sure will keep a Truant Inspector in constant pedestrian work. A Truant Inspector down here will have to be very fit all the year round, and then he'll earn his money you take my word.: [562, 1322, 733, 1564]
subheading-new-opposition: THE NEW OPPOSITION.: [199, 1401, 370, 1411]
column-3: [376, 36, 558, 1476]
ad-line: FASHIONS FOR SPRING,: [926, 815, 1097, 825]
ad-ballantyne-name: J. Ballantyne & Co.,: [926, 843, 1097, 863]
story-paragraph: Standing in twos and threes in the soft evening air the boys and girls loitered about. Some in a faraway corner were singing—singing with fresh young voices well and in parts, as they do in these villages, where the choir in the church and the teaching in the schools makes music a necessity among the people—simple glees and catches that have been sung for hundreds of years in the villages, sweet and melodious, ringing along in the evening air with a most pleasant harmony. As Lassie went along he hummed in unison, and coming up to the group joined in with his full tenor. Born and bred amongst his father's people he sat down and sang too, shouting heartily the old words. Two or three girls were there who sang their best now Master Lassie had come, and shy looks peeped out from the pretty young eyes. Ruth was there leading, and her looks were not shy; at any rate she had no need to allow them for her young master, for she had not Ralph Henderson at her side, whose wife she was to be one day? However, for all that, Ruth, like many another girl, was glad to say that her master thought her pretty and nice as well as Ralph.: [744, 223, 915, 465]
ad-dunstable-text: The Trouserings and Suitings have been specially selected in short lengths, thereby offering great variety to choose from.: [926, 1081, 1097, 1120]
